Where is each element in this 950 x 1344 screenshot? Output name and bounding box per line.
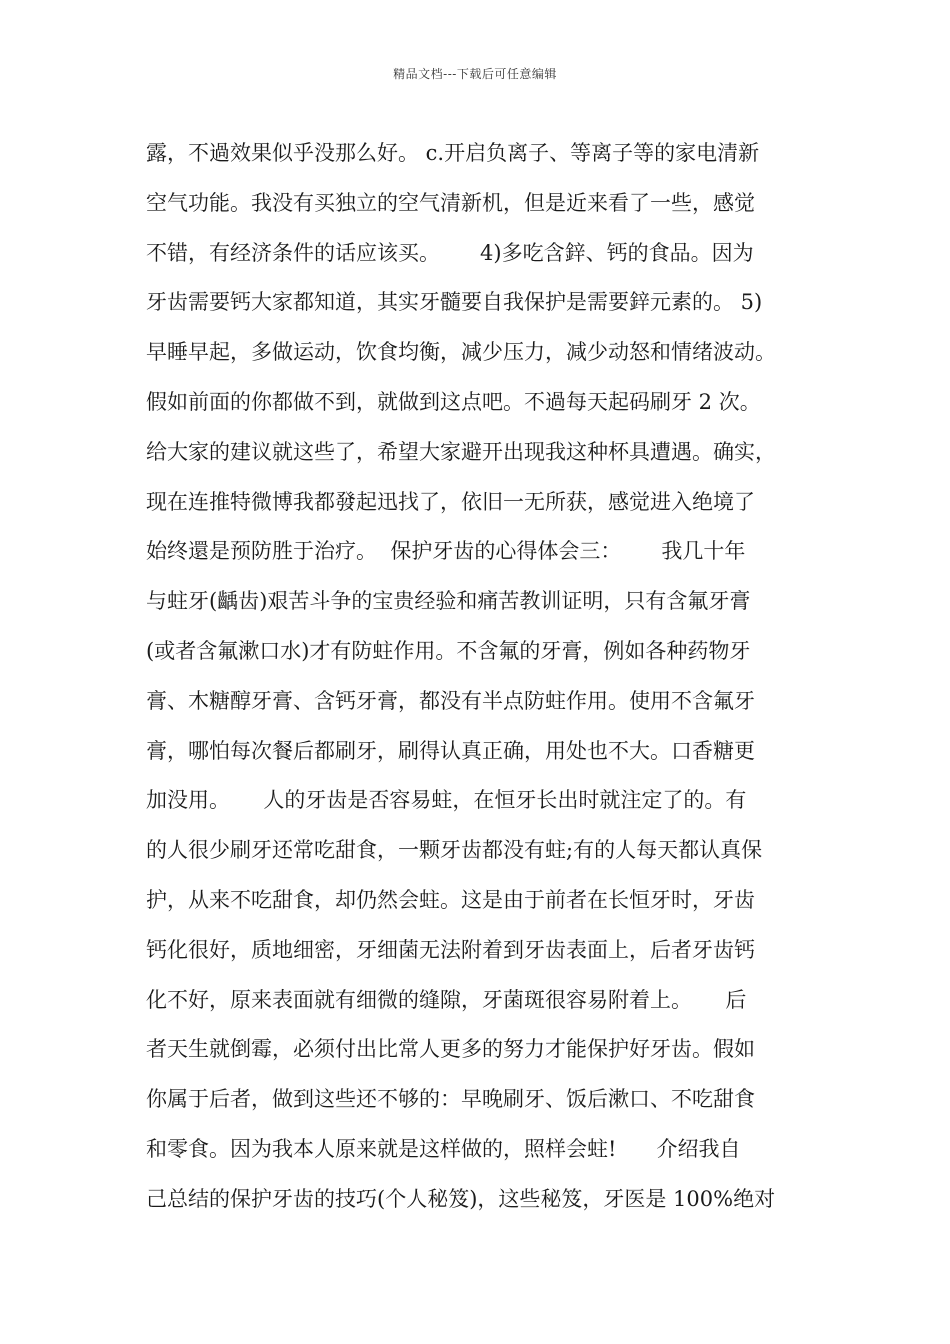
- text-line: 露，不過效果似乎没那么好。 c.开启负离子、等离子等的家电清新: [146, 141, 760, 165]
- text-line: 现在连推特微博我都發起迅找了，依旧一无所获，感觉进入绝境了: [146, 489, 755, 514]
- text-line: 的人很少刷牙还常吃甜食，一颗牙齿都没有蛀;有的人每天都认真保: [146, 838, 763, 863]
- text-line: 钙化很好，质地细密，牙细菌无法附着到牙齿表面上，后者牙齿钙: [146, 937, 755, 962]
- text-line: 和零食。因为我本人原来就是这样做的，照样会蛀! 介绍我自: [146, 1136, 741, 1161]
- text-line: 牙齿需要钙大家都知道，其实牙髓要自我保护是需要鋅元素的。 5): [146, 290, 763, 315]
- text-line: 假如前面的你都做不到，就做到这点吧。不過每天起码刷牙 2 次。: [146, 389, 761, 414]
- text-line: 给大家的建议就这些了，希望大家避开出现我这种杯具遭遇。确实，: [146, 439, 776, 464]
- text-line: 者天生就倒霉，必须付出比常人更多的努力才能保护好牙齿。假如: [146, 1037, 755, 1062]
- text-line: 护，从来不吃甜食，却仍然会蛀。这是由于前者在长恒牙时，牙齿: [146, 887, 755, 912]
- text-line: 膏，哪怕每次餐后都刷牙，刷得认真正确，用处也不大。口香糖更: [146, 738, 755, 763]
- text-line: 空气功能。我没有买独立的空气清新机，但是近来看了一些，感觉: [146, 190, 755, 215]
- text-line: 你属于后者，做到这些还不够的：早晚刷牙、饭后漱口、不吃甜食: [146, 1087, 755, 1112]
- text-line: 化不好，原来表面就有细微的缝隙，牙菌斑很容易附着上。 后: [146, 987, 747, 1012]
- text-line: 膏、木糖醇牙膏、含钙牙膏，都没有半点防蛀作用。使用不含氟牙: [146, 688, 755, 713]
- text-line: 加没用。 人的牙齿是否容易蛀，在恒牙长出时就注定了的。有: [146, 788, 747, 813]
- document-body: [146, 133, 846, 1229]
- text-line: 不错，有经济条件的话应该买。 4)多吃含鋅、钙的食品。因为: [146, 240, 754, 265]
- text-line: 己总结的保护牙齿的技巧(个人秘笈)，这些秘笈，牙医是 100%绝对: [146, 1186, 776, 1211]
- text-line: (或者含氟漱口水)才有防蛀作用。不含氟的牙膏，例如各种药物牙: [146, 638, 751, 663]
- text-line: 早睡早起，多做运动，饮食均衡，减少压力，减少动怒和情绪波动。: [146, 340, 776, 365]
- text-line: 始终還是预防胜于治疗。 保护牙齿的心得体会三： 我几十年: [146, 539, 746, 564]
- text-line: 与蛀牙(齲齿)艰苦斗争的宝贵经验和痛苦教训证明，只有含氟牙膏: [146, 589, 751, 614]
- page-header: 精品文档---下载后可任意编辑: [393, 67, 557, 81]
